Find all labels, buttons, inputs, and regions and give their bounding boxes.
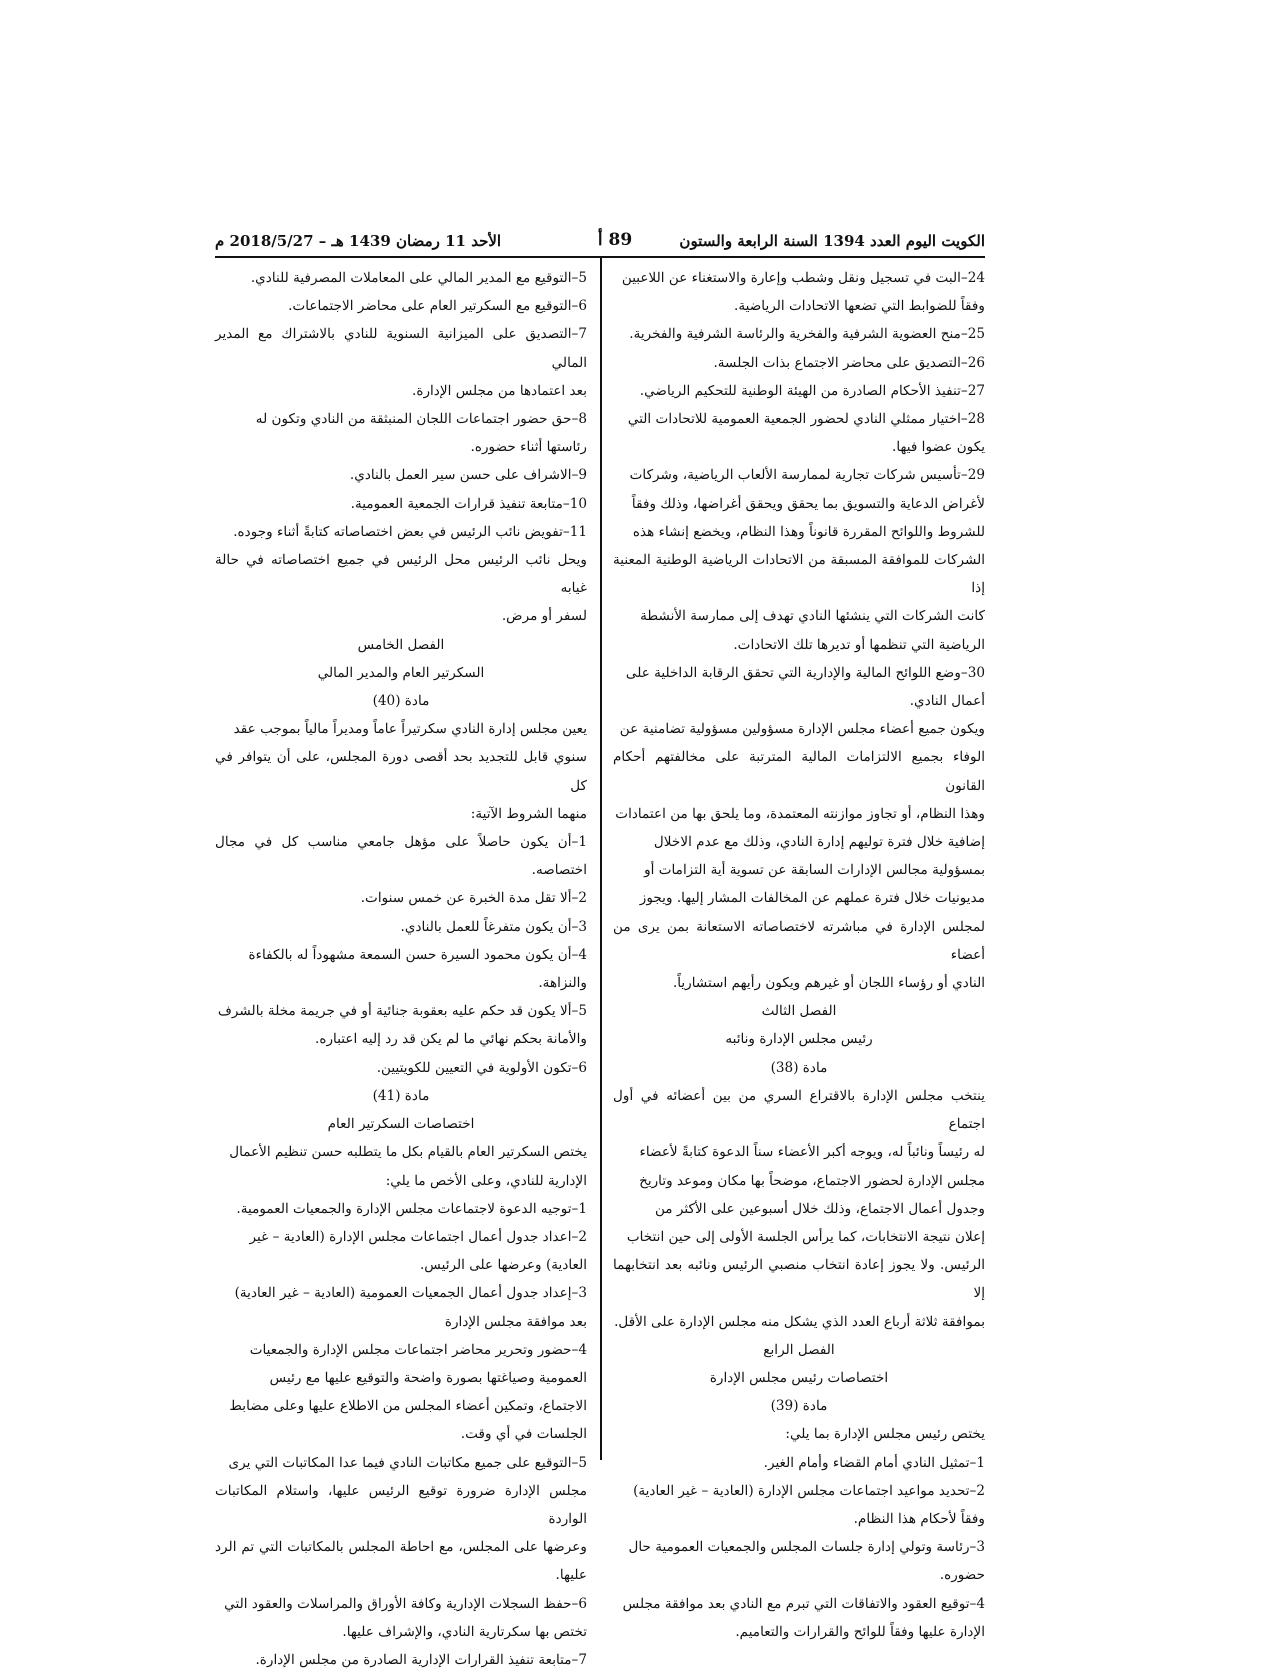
gazette-page xyxy=(215,220,985,1668)
text-line: بمسؤولية مجالس الإدارات السابقة عن تسوية أية التزامات أو xyxy=(644,862,985,879)
text-line: 26–التصديق على محاضر الاجتماع بذات الجلسة. xyxy=(713,354,985,371)
text-line: للشروط واللوائح المقررة قانوناً وهذا النظام، ويخضع إنشاء هذه xyxy=(632,523,985,540)
text-line: كانت الشركات التي ينشئها النادي تهدف إلى ممارسة الأنشطة xyxy=(640,608,985,625)
section-heading: الفصل الخامس xyxy=(357,636,445,653)
text-line: تختص بها سكرتارية النادي، والإشراف عليها. xyxy=(342,1623,587,1640)
text-line: رئاستها أثناء حضوره. xyxy=(470,439,587,456)
text-line: 24–البت في تسجيل ونقل وشطب وإعارة والاستغناء عن اللاعبين xyxy=(621,270,985,286)
section-heading: مادة (38) xyxy=(770,1059,828,1076)
text-line: 29–تأسيس شركات تجارية لممارسة الألعاب الرياضية، وشركات xyxy=(629,467,985,484)
text-line: 6–حفظ السجلات الإدارية وكافة الأوراق والمراسلات والعقود التي xyxy=(224,1595,587,1612)
text-line: إعلان نتيجة الانتخابات، كما يرأس الجلسة الأولى إلى حين انتخاب xyxy=(626,1228,985,1245)
text-line: 28–اختيار ممثلي النادي لحضور الجمعية العمومية للاتحادات التي xyxy=(627,411,985,428)
text-line: وجدول أعمال الاجتماع، وذلك خلال أسبوعين على الأكثر من xyxy=(654,1200,985,1217)
text-line: 10–متابعة تنفيذ قرارات الجمعية العمومية. xyxy=(350,495,587,512)
text-line: 3–رئاسة وتولي إدارة جلسات المجلس والجمعيات العمومية حال xyxy=(628,1539,985,1556)
section-heading: مادة (40) xyxy=(372,693,430,710)
text-line: ينتخب مجلس الإدارة بالاقتراع السري من بين أعضائه في أول اجتماع xyxy=(613,1087,985,1133)
text-line: والأمانة بحكم نهائي ما لم يكن قد رد إليه اعتباره. xyxy=(315,1031,587,1048)
text-line: 7–متابعة تنفيذ القرارات الإدارية الصادرة من مجلس الإدارة. xyxy=(255,1651,587,1668)
text-line: وفقاً لأحكام هذا النظام. xyxy=(853,1510,985,1527)
text-line: 2–اعداد جدول أعمال اجتماعات مجلس الإدارة (العادية – غير xyxy=(249,1228,587,1245)
text-line: 9–الاشراف على حسن سير العمل بالنادي. xyxy=(349,467,587,484)
text-line: الجلسات في أي وقت. xyxy=(460,1426,587,1443)
text-line: الشركات للموافقة المسبقة من الاتحادات الرياضية الوطنية المعنية إذا xyxy=(613,552,985,597)
text-line: وهذا النظام، أو تجاوز موازنته المعتمدة، وما يلحق بها من اعتمادات xyxy=(615,805,985,822)
text-line: العادية) وعرضها على الرئيس. xyxy=(419,1257,587,1274)
page-header xyxy=(215,228,985,258)
section-heading: اختصاصات رئيس مجلس الإدارة xyxy=(709,1369,889,1386)
section-heading: الفصل الرابع xyxy=(763,1341,835,1358)
text-line: 30–وضع اللوائح المالية والإدارية التي تحقق الرقابة الداخلية على xyxy=(625,664,985,681)
text-line: 27–تنفيذ الأحكام الصادرة من الهيئة الوطنية للتحكيم الرياضي. xyxy=(639,382,985,399)
section-heading: اختصاصات السكرتير العام xyxy=(327,1116,475,1133)
text-line: 3–أن يكون متفرغاً للعمل بالنادي. xyxy=(400,918,587,935)
text-line: 2–تحديد مواعيد اجتماعات مجلس الإدارة (العادية – غير العادية) xyxy=(633,1482,985,1499)
text-line: لسفر أو مرض. xyxy=(501,608,587,625)
text-line: وفقاً للضوابط التي تضعها الاتحادات الرياضية. xyxy=(734,298,985,315)
text-line: 4–توقيع العقود والاتفاقات التي تبرم مع النادي بعد موافقة مجلس xyxy=(622,1595,985,1612)
text-line: بعد موافقة مجلس الإدارة xyxy=(444,1313,587,1330)
text-line: 8–حق حضور اجتماعات اللجان المنبثقة من النادي وتكون له xyxy=(255,411,587,428)
text-line: بموافقة ثلاثة أرباع العدد الذي يشكل منه مجلس الإدارة على الأقل. xyxy=(614,1313,985,1330)
text-line: يعين مجلس إدارة النادي سكرتيراً عاماً ومديراً مالياً بموجب عقد xyxy=(233,721,587,738)
text-line: 5–التوقيع على جميع مكاتبات النادي فيما عدا المكاتبات التي يرى xyxy=(228,1454,587,1471)
text-line: 4–حضور وتحرير محاضر اجتماعات مجلس الإدارة والجمعيات xyxy=(249,1341,587,1358)
text-line: 3–إعداد جدول أعمال الجمعيات العمومية (العادية – غير العادية) xyxy=(234,1285,587,1302)
text-line: وعرضها على المجلس، مع احاطة المجلس بالمكاتبات التي تم الرد عليها. xyxy=(215,1539,587,1584)
left-column xyxy=(215,264,587,1674)
text-line: مجلس الإدارة ضرورة توقيع الرئيس عليها، واستلام المكاتبات الواردة xyxy=(215,1482,587,1527)
text-line: 5–ألا يكون قد حكم عليه بعقوبة جنائية أو في جريمة مخلة بالشرف xyxy=(217,1003,587,1020)
right-column xyxy=(613,264,985,1646)
text-line: أعمال النادي. xyxy=(909,693,985,710)
text-line: مجلس الإدارة لحضور الاجتماع، موضحاً بها مكان وموعد وتاريخ xyxy=(639,1172,985,1189)
text-line: 25–منح العضوية الشرفية والفخرية والرئاسة الشرفية والفخرية. xyxy=(629,326,985,343)
text-line: 1–تمثيل النادي أمام القضاء وأمام الغير. xyxy=(763,1454,985,1471)
section-heading: رئيس مجلس الإدارة ونائبه xyxy=(725,1031,873,1048)
text-line: 7–التصديق على الميزانية السنوية للنادي بالاشتراك مع المدير المالي xyxy=(215,326,587,371)
text-line: النادي أو رؤساء اللجان أو غيرهم ويكون رأيهم استشارياً. xyxy=(672,975,985,992)
text-line: ويحل نائب الرئيس محل الرئيس في جميع اختصاصاته في حالة غيابه xyxy=(215,552,587,597)
text-line: الرياضية التي تنظمها أو تديرها تلك الاتحادات. xyxy=(733,636,985,653)
text-line: 2–ألا تقل مدة الخبرة عن خمس سنوات. xyxy=(360,890,587,907)
section-heading: السكرتير العام والمدير المالي xyxy=(317,664,485,681)
text-line: الاجتماع، وتمكين أعضاء المجلس من الاطلاع عليها وعلى مضابط xyxy=(229,1398,587,1415)
text-line: 1–أن يكون حاصلاً على مؤهل جامعي مناسب كل في مجال اختصاصه. xyxy=(215,834,587,879)
text-line: 5–التوقيع مع المدير المالي على المعاملات المصرفية للنادي. xyxy=(250,270,587,286)
text-line: لأغراض الدعاية والتسويق بما يحقق ويحقق أغراضها، وذلك وفقاً xyxy=(631,495,985,512)
text-line: العمومية وصياغتها بصورة واضحة والتوقيع عليها مع رئيس xyxy=(269,1369,587,1386)
text-line: الإدارية للنادي، وعلى الأخص ما يلي: xyxy=(385,1172,587,1189)
text-line: 1–توجيه الدعوة لاجتماعات مجلس الإدارة والجمعيات العمومية. xyxy=(236,1200,587,1217)
text-line: لمجلس الإدارة في مباشرته لاختصاصاته الاستعانة بمن يرى من أعضاء xyxy=(613,918,985,963)
text-line: والنزاهة. xyxy=(538,975,587,992)
text-line: منهما الشروط الآتية: xyxy=(470,805,587,822)
text-line: 4–أن يكون محمود السيرة حسن السمعة مشهوداً له بالكفاءة xyxy=(248,946,587,963)
header-date: الأحد 11 رمضان 1439 هـ – 2018/5/27 م xyxy=(215,232,502,250)
text-line: إضافية خلال فترة توليهم إدارة النادي، وذلك مع عدم الاخلال xyxy=(653,834,985,851)
text-line: الرئيس. ولا يجوز إعادة انتخاب منصبي الرئيس ونائبه بعد انتخابهما إلا xyxy=(613,1257,985,1302)
text-line: يكون عضوا فيها. xyxy=(892,439,985,456)
text-line: يختص رئيس مجلس الإدارة بما يلي: xyxy=(785,1426,985,1443)
text-line: الوفاء بجميع الالتزامات المالية المترتبة على مخالفتهم أحكام القانون xyxy=(613,749,985,794)
text-line: بعد اعتمادها من مجلس الإدارة. xyxy=(412,382,587,399)
text-line: ويكون جميع أعضاء مجلس الإدارة مسؤولين مسؤولية تضامنية عن xyxy=(619,721,985,738)
section-heading: مادة (39) xyxy=(770,1398,828,1415)
text-line: حضوره. xyxy=(939,1567,985,1584)
text-line: مديونيات خلال فترة عملهم عن المخالفات المشار إليها. ويجوز xyxy=(639,890,985,907)
text-line: يختص السكرتير العام بالقيام بكل ما يتطلبه حسن تنظيم الأعمال xyxy=(229,1144,587,1161)
text-line: 6–تكون الأولوية في التعيين للكويتيين. xyxy=(376,1059,587,1076)
text-line: 11–تفويض نائب الرئيس في بعض اختصاصاته كتابةً أثناء وجوده. xyxy=(233,523,587,540)
text-line: سنوي قابل للتجديد بحد أقصى دورة المجلس، على أن يتوافر في كل xyxy=(215,749,587,794)
section-heading: مادة (41) xyxy=(372,1087,430,1104)
header-page-number: 89 أ xyxy=(597,230,633,250)
section-heading: الفصل الثالث xyxy=(761,1003,837,1020)
text-line: له رئيساً ونائباً له، ويوجه أكبر الأعضاء سناً الدعوة كتابةً لأعضاء xyxy=(639,1144,985,1161)
header-issue-info: الكويت اليوم العدد 1394 السنة الرابعة والستون xyxy=(679,232,985,250)
column-divider xyxy=(600,258,602,1460)
text-line: الإدارة عليها وفقاً للوائح والقرارات والتعاميم. xyxy=(735,1623,985,1640)
text-line: 6–التوقيع مع السكرتير العام على محاضر الاجتماعات. xyxy=(288,298,587,315)
